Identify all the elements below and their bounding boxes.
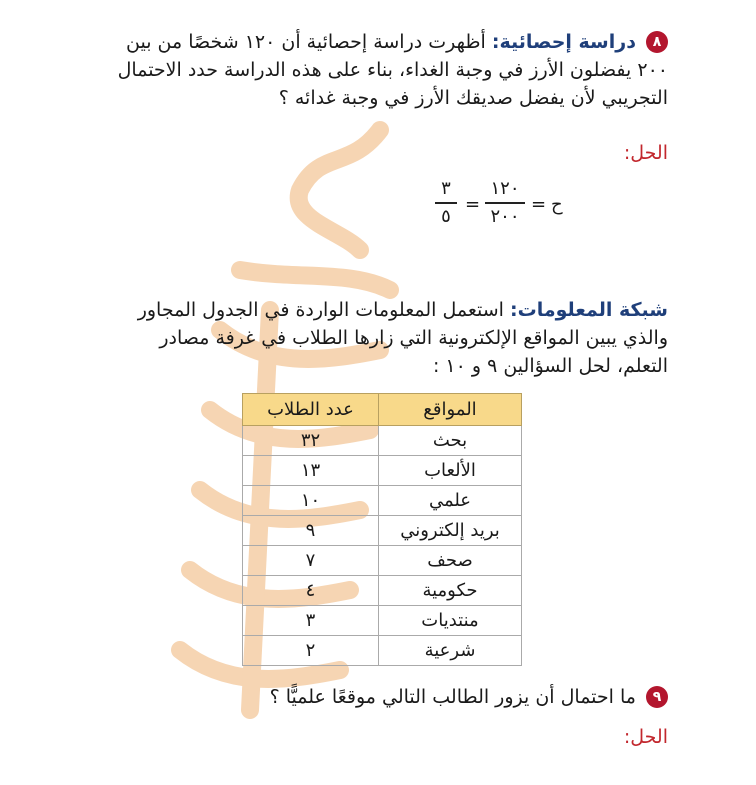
fraction-result-numerator: ٣ xyxy=(441,178,451,199)
equals-sign-1: = xyxy=(531,194,547,215)
problem-8-text: أظهرت دراسة إحصائية أن ١٢٠ شخصًا من بين ٢٠٠ يفضلون الأرز في وجبة الغداء، بناء على هذه الدراسة حدد الاحتمال التجريبي لأن يفضل صديقك الأرز في وجبة غدائه ؟ xyxy=(117,31,668,109)
table-cell-count: ١٠ xyxy=(243,486,379,516)
problem-8 xyxy=(108,28,668,112)
table-cell-site: حكومية xyxy=(379,576,522,606)
table-cell-site: علمي xyxy=(379,486,522,516)
problem-9 xyxy=(108,683,668,711)
probability-variable: ح xyxy=(551,194,563,215)
info-grid xyxy=(108,296,668,380)
table-header-row xyxy=(243,394,522,426)
fraction-raw-numerator: ١٢٠ xyxy=(490,178,520,199)
equals-sign-2: = xyxy=(465,194,481,215)
table-cell-count: ٧ xyxy=(243,546,379,576)
table-row xyxy=(243,546,522,576)
table-cell-site: شرعية xyxy=(379,636,522,666)
table-cell-count: ٣ xyxy=(243,606,379,636)
info-grid-text: استعمل المعلومات الواردة في الجدول المجاور والذي يبين المواقع الإلكترونية التي زارها الطلاب في غرفة مصادر التعلم، لحل السؤالين ٩ و ١٠ : xyxy=(137,299,668,377)
table-cell-site: الألعاب xyxy=(379,456,522,486)
problem-8-heading: دراسة إحصائية: xyxy=(491,31,636,53)
table-cell-site: بريد إلكتروني xyxy=(379,516,522,546)
table-cell-site: منتديات xyxy=(379,606,522,636)
problem-number-9: ٩ xyxy=(646,686,668,708)
fraction-raw-denominator: ٢٠٠ xyxy=(490,205,520,227)
table-cell-site: بحث xyxy=(379,426,522,456)
table-cell-count: ٤ xyxy=(243,576,379,606)
table-cell-count: ٩ xyxy=(243,516,379,546)
table-cell-count: ٢ xyxy=(243,636,379,666)
problem-9-text: ما احتمال أن يزور الطالب التالي موقعًا علميًّا ؟ xyxy=(269,686,636,708)
table-cell-site: صحف xyxy=(379,546,522,576)
table-row xyxy=(243,516,522,546)
table-row xyxy=(243,636,522,666)
fraction-result-denominator: ٥ xyxy=(441,205,451,227)
solution-label-9: الحل: xyxy=(623,726,668,748)
fraction-result xyxy=(435,178,457,228)
table-row xyxy=(243,576,522,606)
table-header-count: عدد الطلاب xyxy=(243,394,379,426)
table-row xyxy=(243,606,522,636)
table-header-sites: المواقع xyxy=(379,394,522,426)
table-row xyxy=(243,486,522,516)
table-cell-count: ٣٢ xyxy=(243,426,379,456)
websites-table xyxy=(242,393,522,666)
table-cell-count: ١٣ xyxy=(243,456,379,486)
fraction-raw xyxy=(485,178,525,228)
problem-number-8: ٨ xyxy=(646,31,668,53)
table-row xyxy=(243,456,522,486)
table-row xyxy=(243,426,522,456)
probability-equation xyxy=(435,178,575,234)
info-grid-heading: شبكة المعلومات: xyxy=(510,299,668,321)
solution-label-8: الحل: xyxy=(623,142,668,164)
